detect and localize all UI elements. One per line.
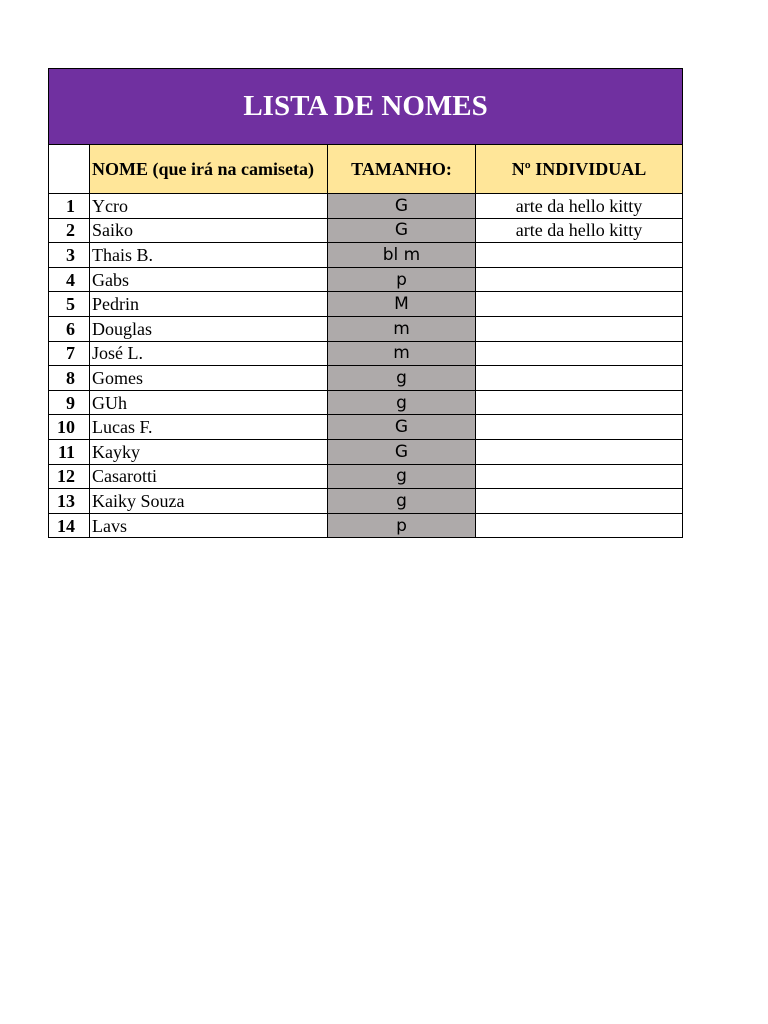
header-size-cell[interactable]: TAMANHO: [328, 145, 476, 194]
name-cell[interactable]: Kaiky Souza [90, 489, 328, 514]
individual-cell[interactable] [476, 316, 683, 341]
row-number-cell[interactable]: 12 [49, 464, 90, 489]
individual-cell[interactable] [476, 366, 683, 391]
row-number-cell[interactable]: 8 [49, 366, 90, 391]
size-cell[interactable]: G [328, 218, 476, 243]
row-number-cell[interactable]: 7 [49, 341, 90, 366]
name-cell[interactable]: Douglas [90, 316, 328, 341]
name-cell[interactable]: Pedrin [90, 292, 328, 317]
size-cell[interactable]: g [328, 366, 476, 391]
individual-cell[interactable] [476, 390, 683, 415]
row-number-cell[interactable]: 5 [49, 292, 90, 317]
individual-cell[interactable] [476, 513, 683, 538]
name-cell[interactable]: José L. [90, 341, 328, 366]
individual-cell[interactable]: arte da hello kitty [476, 194, 683, 219]
title-row [49, 69, 683, 145]
size-cell[interactable]: p [328, 267, 476, 292]
table-row [49, 513, 683, 538]
individual-cell[interactable] [476, 489, 683, 514]
row-number-cell[interactable]: 1 [49, 194, 90, 219]
row-number-cell[interactable]: 9 [49, 390, 90, 415]
individual-cell[interactable] [476, 439, 683, 464]
row-number-cell[interactable]: 14 [49, 513, 90, 538]
size-cell[interactable]: G [328, 415, 476, 440]
name-cell[interactable]: Gabs [90, 267, 328, 292]
name-cell[interactable]: Kayky [90, 439, 328, 464]
name-cell[interactable]: Casarotti [90, 464, 328, 489]
table-row [49, 489, 683, 514]
size-cell[interactable]: p [328, 513, 476, 538]
header-number-cell[interactable] [49, 145, 90, 194]
size-cell[interactable]: bl m [328, 243, 476, 268]
individual-cell[interactable] [476, 415, 683, 440]
size-cell[interactable]: m [328, 316, 476, 341]
row-number-cell[interactable]: 2 [49, 218, 90, 243]
table-row [49, 267, 683, 292]
table-row [49, 194, 683, 219]
name-cell[interactable]: GUh [90, 390, 328, 415]
size-cell[interactable]: m [328, 341, 476, 366]
table-row [49, 292, 683, 317]
row-number-cell[interactable]: 4 [49, 267, 90, 292]
sheet-title[interactable]: LISTA DE NOMES [49, 69, 683, 145]
size-cell[interactable]: G [328, 439, 476, 464]
name-cell[interactable]: Lucas F. [90, 415, 328, 440]
size-cell[interactable]: M [328, 292, 476, 317]
header-row [49, 145, 683, 194]
header-individual-cell[interactable]: Nº INDIVIDUAL [476, 145, 683, 194]
size-cell[interactable]: G [328, 194, 476, 219]
row-number-cell[interactable]: 6 [49, 316, 90, 341]
individual-cell[interactable] [476, 464, 683, 489]
individual-cell[interactable] [476, 341, 683, 366]
table-row [49, 439, 683, 464]
individual-cell[interactable] [476, 292, 683, 317]
table-row [49, 341, 683, 366]
table-row [49, 390, 683, 415]
table-row [49, 218, 683, 243]
row-number-cell[interactable]: 10 [49, 415, 90, 440]
table-row [49, 243, 683, 268]
name-cell[interactable]: Thais B. [90, 243, 328, 268]
row-number-cell[interactable]: 11 [49, 439, 90, 464]
individual-cell[interactable] [476, 267, 683, 292]
table-row [49, 415, 683, 440]
name-cell[interactable]: Lavs [90, 513, 328, 538]
name-list-table [48, 68, 683, 538]
name-cell[interactable]: Gomes [90, 366, 328, 391]
individual-cell[interactable]: arte da hello kitty [476, 218, 683, 243]
size-cell[interactable]: g [328, 489, 476, 514]
row-number-cell[interactable]: 3 [49, 243, 90, 268]
size-cell[interactable]: g [328, 390, 476, 415]
row-number-cell[interactable]: 13 [49, 489, 90, 514]
table-row [49, 366, 683, 391]
individual-cell[interactable] [476, 243, 683, 268]
name-cell[interactable]: Saiko [90, 218, 328, 243]
header-name-cell[interactable]: NOME (que irá na camiseta) [90, 145, 328, 194]
table-row [49, 464, 683, 489]
size-cell[interactable]: g [328, 464, 476, 489]
table-row [49, 316, 683, 341]
name-cell[interactable]: Ycro [90, 194, 328, 219]
